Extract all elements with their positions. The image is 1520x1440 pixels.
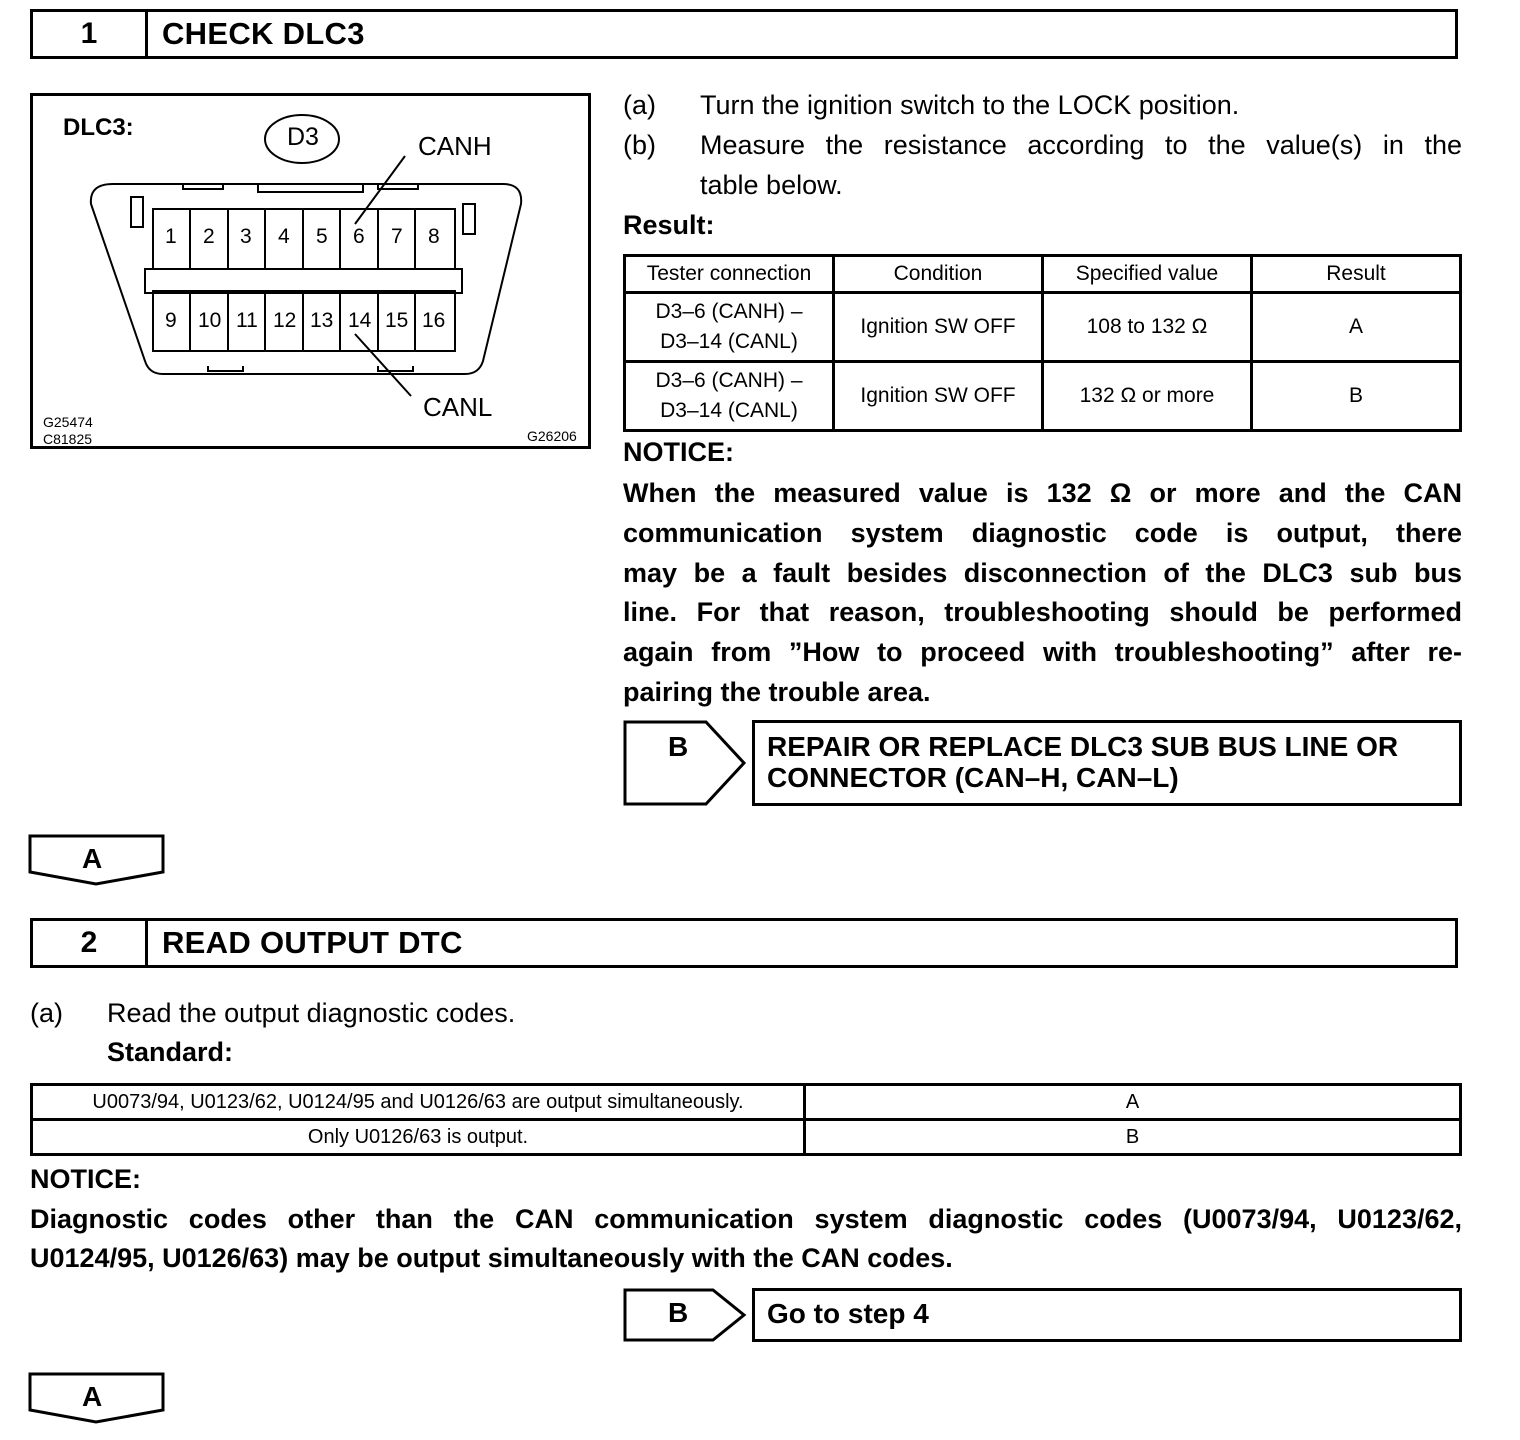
cell-connection (625, 362, 834, 431)
notice-label: NOTICE: (623, 437, 734, 467)
step-1-header (30, 9, 1458, 59)
instruction-b-text-1: Measure the resistance according to the value(s) in the (700, 130, 1462, 160)
notice-text (623, 474, 1462, 713)
cell-result: A (1252, 293, 1461, 362)
result-table (623, 254, 1462, 432)
table-row (32, 1085, 1461, 1120)
canl-leader (355, 334, 411, 396)
pin-15: 15 (385, 309, 409, 332)
pin-3: 3 (240, 225, 252, 248)
cell-condition: Only U0126/63 is output. (32, 1120, 805, 1155)
col-header-condition: Condition (834, 256, 1043, 293)
pin-5: 5 (316, 225, 328, 248)
pin-1: 1 (165, 225, 177, 248)
result-label: Result: (623, 210, 715, 240)
center-bar (145, 269, 462, 293)
pin-9: 9 (165, 309, 177, 332)
table-row (625, 362, 1461, 431)
result-b-action-line-2: CONNECTOR (CAN–H, CAN–L) (767, 762, 1179, 793)
cell-result: A (805, 1085, 1461, 1120)
col-header-result: Result (1252, 256, 1461, 293)
pin-11: 11 (236, 309, 258, 332)
step-title: READ OUTPUT DTC (162, 925, 463, 960)
pin-13: 13 (310, 309, 334, 332)
notice-line: When the measured value is 132 Ω or more and the CAN (623, 478, 1462, 508)
standard-label: Standard: (107, 1037, 234, 1067)
connector-id: D3 (287, 123, 319, 151)
pin-7: 7 (391, 225, 403, 248)
step-number: 1 (33, 12, 148, 56)
pin-10: 10 (198, 309, 222, 332)
cell-condition: Ignition SW OFF (834, 293, 1043, 362)
step2-instruction-marker: (a) (30, 998, 63, 1028)
pin-6: 6 (353, 225, 365, 248)
step2-result-b-action: Go to step 4 (767, 1298, 929, 1329)
figure-code-1: G25474 (43, 414, 93, 430)
cell-condition: Ignition SW OFF (834, 362, 1043, 431)
notice-line: again from ”How to proceed with troubleshooting” after re- (623, 637, 1462, 668)
cell-result: B (805, 1120, 1461, 1155)
figure-code-3: G26206 (527, 428, 577, 444)
cell-connection-line-1: D3–6 (CANH) – (655, 300, 803, 323)
step-title: CHECK DLC3 (162, 16, 365, 51)
pin-12: 12 (273, 309, 297, 332)
cell-condition: U0073/94, U0123/62, U0124/95 and U0126/63 are output simultaneously. (32, 1085, 805, 1120)
pin-2: 2 (203, 225, 215, 248)
instruction-b-marker: (b) (623, 130, 656, 160)
col-header-value: Specified value (1043, 256, 1252, 293)
standard-table (30, 1083, 1462, 1156)
cell-connection (625, 293, 834, 362)
pin-4: 4 (278, 225, 290, 248)
cell-connection-line-2: D3–14 (CANL) (660, 330, 798, 353)
instruction-a-marker: (a) (623, 90, 656, 120)
instruction-b-text-2: table below. (700, 170, 843, 200)
canl-label: CANL (423, 392, 493, 422)
col-header-connection: Tester connection (625, 256, 834, 293)
pin-16: 16 (422, 309, 446, 332)
pin-14: 14 (348, 309, 372, 332)
canh-label: CANH (418, 131, 492, 161)
step2-notice-line-2: U0124/95, U0126/63) may be output simultaneously with the CAN codes. (30, 1243, 953, 1273)
pin-8: 8 (428, 225, 440, 248)
notice-line: line. For that reason, troubleshooting should be performed (623, 597, 1462, 628)
notice-line: pairing the trouble area. (623, 676, 931, 707)
figure-label: DLC3: (63, 114, 134, 141)
notice-line: may be a fault besides disconnection of the DLC3 sub bus (623, 557, 1462, 588)
table-row (32, 1120, 1461, 1155)
step2-notice-label: NOTICE: (30, 1164, 141, 1194)
left-tab (131, 197, 143, 227)
step2-instruction-text: Read the output diagnostic codes. (107, 998, 516, 1028)
dlc3-connector-figure (30, 93, 591, 449)
step-2-header (30, 918, 1458, 968)
instruction-a-text: Turn the ignition switch to the LOCK position. (700, 90, 1240, 120)
cell-result: B (1252, 362, 1461, 431)
notice-line: communication system diagnostic code is output, there (623, 517, 1462, 548)
table-row (625, 293, 1461, 362)
result-b-letter: B (668, 731, 689, 762)
cell-connection-line-2: D3–14 (CANL) (660, 399, 798, 422)
step2-notice-line-1: Diagnostic codes other than the CAN communication system diagnostic codes (U0073/94, U0123/62, (30, 1204, 1462, 1234)
cell-connection-line-1: D3–6 (CANH) – (655, 369, 803, 392)
step-number: 2 (33, 921, 148, 965)
right-tab (463, 204, 475, 234)
cell-value: 108 to 132 Ω (1043, 293, 1252, 362)
step2-result-b-letter: B (668, 1297, 689, 1328)
result-b-action-line-1: REPAIR OR REPLACE DLC3 SUB BUS LINE OR (767, 731, 1399, 762)
step2-result-a-letter: A (82, 1381, 103, 1412)
figure-code-2: C81825 (43, 431, 93, 447)
cell-value: 132 Ω or more (1043, 362, 1252, 431)
result-a-letter: A (82, 843, 103, 874)
